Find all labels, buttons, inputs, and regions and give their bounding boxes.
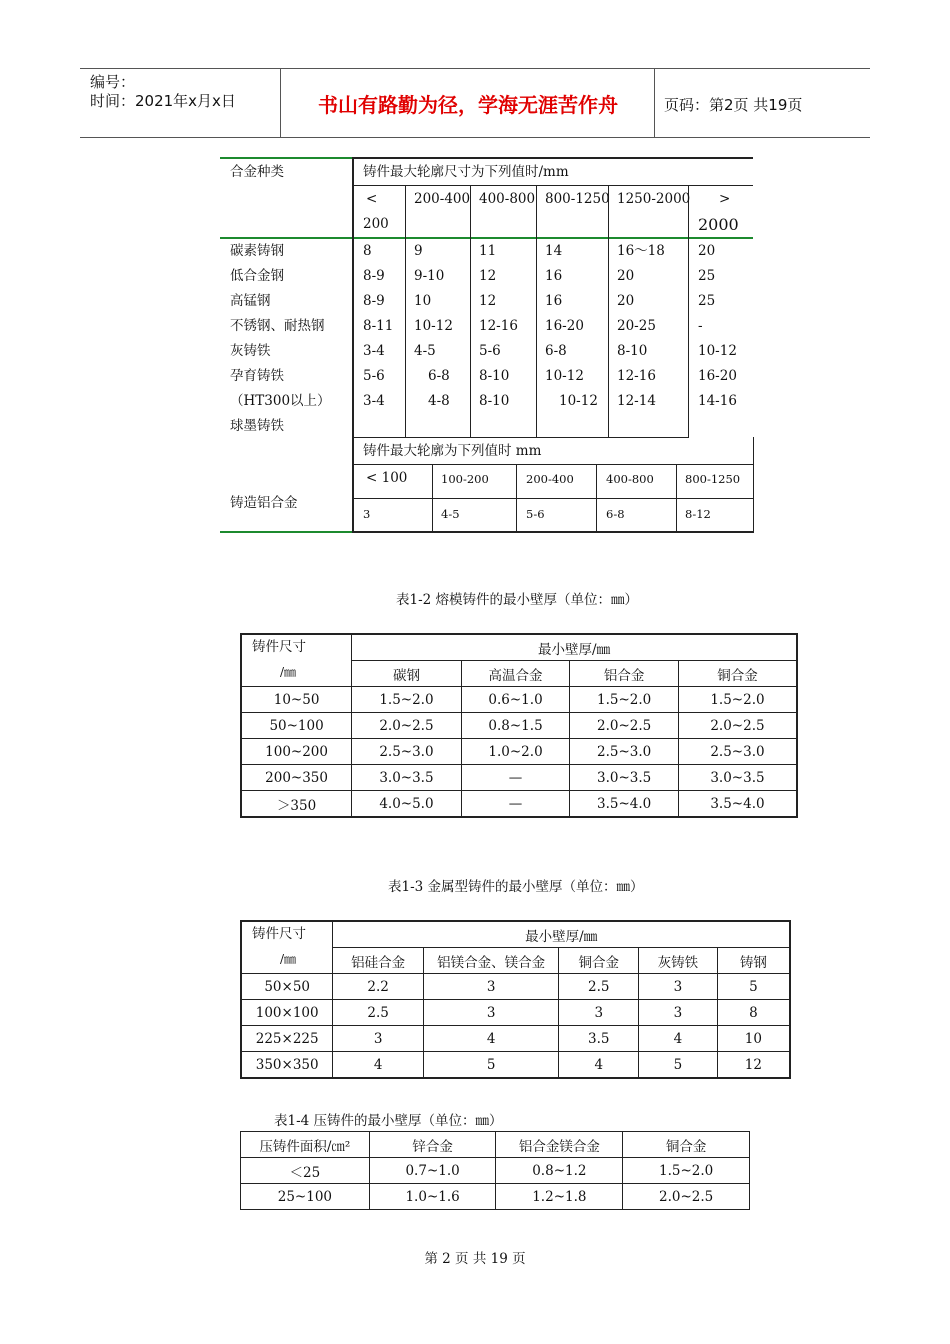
table-caption: 表1-4 压铸件的最小壁厚（单位：㎜）: [274, 1113, 503, 1129]
table-cell: 10: [414, 293, 432, 309]
table-row: [241, 687, 797, 713]
rule: [536, 185, 537, 438]
size-unit: /㎜: [280, 665, 297, 679]
table-cell: 4: [423, 1026, 558, 1052]
column-header: 高温合金: [461, 661, 570, 687]
table-cell: 5-6: [479, 343, 501, 359]
table-cell: 25: [698, 293, 716, 309]
al-range-header: 800-1250: [685, 472, 741, 486]
table-cell: 2.5: [559, 974, 639, 1000]
table-cell: 2.5~3.0: [678, 739, 797, 765]
table-cell: 4-8: [428, 393, 450, 409]
table-cell: 3.0~3.5: [570, 765, 679, 791]
page-header: [80, 68, 870, 138]
table-cell: 8-10: [617, 343, 648, 359]
column-header: 碳钢: [352, 661, 462, 687]
table-cell: 4: [639, 1026, 718, 1052]
table-cell: 11: [479, 243, 497, 259]
table-cell: 350×350: [241, 1052, 333, 1079]
table-cell: 20: [617, 293, 635, 309]
table-cell: 4: [559, 1052, 639, 1079]
table-cell: 1.5~2.0: [623, 1158, 750, 1184]
span-header: 最小壁厚/㎜: [333, 921, 790, 948]
table-cell: 225×225: [241, 1026, 333, 1052]
table-cell: 25~100: [241, 1184, 370, 1210]
rule: [676, 464, 677, 533]
size-span-header: 铸件最大轮廓尺寸为下列值时/mm: [363, 164, 569, 180]
table-cell: 10-12: [559, 393, 598, 409]
size-header-cell: [241, 634, 352, 687]
span-header: 最小壁厚/㎜: [352, 634, 797, 661]
table-cell: 1.5~2.0: [678, 687, 797, 713]
table-cell: 14: [545, 243, 563, 259]
table-cell: 200~350: [241, 765, 352, 791]
table-cell: 1.0~2.0: [461, 739, 570, 765]
table-cell: 3-4: [363, 393, 385, 409]
rule: [753, 437, 754, 533]
table-cell: 3: [639, 974, 718, 1000]
table-cell: 10-12: [698, 343, 737, 359]
table-cell: 14-16: [698, 393, 737, 409]
table-cell: 6-8: [606, 507, 625, 521]
table-cell: 8-10: [479, 393, 510, 409]
table-cell: 20: [698, 243, 716, 259]
column-header: 铝合金: [570, 661, 679, 687]
column-header: 铝硅合金: [333, 948, 424, 974]
table-row: [241, 1000, 790, 1026]
page-footer: 第 2 页 共 19 页: [424, 1251, 526, 1267]
alloy-name: 灰铸铁: [230, 343, 271, 359]
alloy-name: 碳素铸钢: [230, 243, 284, 259]
table-cell: 1.5~2.0: [352, 687, 462, 713]
table-cell: 12-16: [479, 318, 518, 334]
table-cell: 5: [423, 1052, 558, 1079]
alloy-name: 球墨铸铁: [230, 418, 284, 434]
metal-mold-casting-table: [240, 920, 791, 1079]
table-cell: 9-10: [414, 268, 445, 284]
table-cell: 3: [423, 974, 558, 1000]
column-header: 铝合金镁合金: [496, 1132, 623, 1158]
table-cell: 10-12: [545, 368, 584, 384]
column-header: 铜合金: [559, 948, 639, 974]
table-row: [241, 765, 797, 791]
table-cell: 10: [717, 1026, 790, 1052]
range-header: 400-800: [479, 191, 536, 207]
table-cell: 16-20: [545, 318, 584, 334]
column-header: 铜合金: [678, 661, 797, 687]
table-cell: 2.0~2.5: [623, 1184, 750, 1210]
table-cell: 50~100: [241, 713, 352, 739]
table-cell: 0.8~1.2: [496, 1158, 623, 1184]
range-header: >: [719, 191, 731, 207]
alloy-name: 不锈钢、耐热钢: [230, 318, 325, 334]
table-caption: 表1-3 金属型铸件的最小壁厚（单位：㎜）: [388, 879, 644, 895]
table-cell: 12-14: [617, 393, 656, 409]
alloy-name: 孕育铸铁: [230, 368, 284, 384]
alloy-name: （HT300以上）: [230, 393, 331, 409]
table-cell: 3.5~4.0: [570, 791, 679, 818]
table-cell: 2.5~3.0: [570, 739, 679, 765]
table-cell: 12: [479, 293, 497, 309]
rule: [432, 464, 433, 533]
table-cell: 3: [333, 1026, 424, 1052]
table-cell: 16～18: [617, 243, 665, 259]
table-cell: 16: [545, 268, 563, 284]
table-cell: 2.5~3.0: [352, 739, 462, 765]
table-cell: 0.7~1.0: [369, 1158, 496, 1184]
table-cell: 8-11: [363, 318, 394, 334]
range-header: 2000: [698, 215, 739, 234]
al-range-header: < 100: [366, 470, 408, 486]
rule: [220, 157, 353, 159]
table-cell: 3: [639, 1000, 718, 1026]
table-cell: 8: [717, 1000, 790, 1026]
table-cell: 5: [639, 1052, 718, 1079]
table-caption: 表1-2 熔模铸件的最小壁厚（单位：㎜）: [396, 592, 639, 608]
rule: [608, 185, 609, 438]
column-header: 压铸件面积/㎝²: [241, 1132, 370, 1158]
table-cell: 3.5~4.0: [678, 791, 797, 818]
size-unit: /㎜: [280, 952, 297, 966]
table-cell: 100~200: [241, 739, 352, 765]
table-cell: 12: [717, 1052, 790, 1079]
rule: [353, 437, 689, 438]
table-cell: 3: [423, 1000, 558, 1026]
table-cell: 2.0~2.5: [678, 713, 797, 739]
alloy-type-header: 合金种类: [230, 164, 284, 180]
rule: [688, 185, 689, 438]
rule: [354, 531, 754, 533]
table-row: [241, 791, 797, 818]
table-cell: 20: [617, 268, 635, 284]
table-cell: 6-8: [545, 343, 567, 359]
rule: [596, 464, 597, 533]
table-cell: —: [461, 765, 570, 791]
rule: [405, 185, 406, 438]
table-cell: 4-5: [414, 343, 436, 359]
document-time: 时间：2021年x月x日: [90, 92, 236, 110]
table-cell: 10~50: [241, 687, 352, 713]
table-cell: 0.6~1.0: [461, 687, 570, 713]
table-cell: 8-9: [363, 268, 385, 284]
table-cell: 1.2~1.8: [496, 1184, 623, 1210]
table-cell: —: [461, 791, 570, 818]
die-casting-table: [240, 1131, 750, 1210]
header-divider: [280, 69, 281, 137]
table-cell: 16: [545, 293, 563, 309]
range-header: 200: [363, 216, 389, 232]
table-cell: 50×50: [241, 974, 333, 1000]
size-header: 铸件尺寸: [252, 926, 306, 942]
table-cell: 3.0~3.5: [678, 765, 797, 791]
table-row: [241, 974, 790, 1000]
size-header-cell: [241, 921, 333, 974]
table-cell: 2.2: [333, 974, 424, 1000]
table-cell: ＞350: [241, 791, 352, 818]
table-cell: 2.0~2.5: [570, 713, 679, 739]
table-cell: 5: [717, 974, 790, 1000]
column-header: 铝镁合金、镁合金: [423, 948, 558, 974]
rule: [353, 185, 753, 186]
table-cell: 9: [414, 243, 423, 259]
table-cell: 8-12: [685, 507, 711, 521]
table-cell: -: [698, 318, 703, 334]
table-row: [241, 1052, 790, 1079]
table-cell: 3.0~3.5: [352, 765, 462, 791]
rule: [516, 464, 517, 533]
size-header: 铸件尺寸: [252, 639, 306, 655]
rule: [353, 464, 754, 465]
column-header: 铸钢: [717, 948, 790, 974]
rule: [353, 498, 754, 499]
column-header: 灰铸铁: [639, 948, 718, 974]
table-cell: 3: [363, 507, 371, 521]
rule: [220, 531, 354, 533]
table-cell: 12-16: [617, 368, 656, 384]
table-cell: 4-5: [441, 507, 460, 521]
column-header: 锌合金: [369, 1132, 496, 1158]
range-header: 1250-2000: [617, 191, 691, 207]
document-number: 编号：: [90, 73, 136, 91]
table-cell: 16-20: [698, 368, 737, 384]
table-cell: 4: [333, 1052, 424, 1079]
table-cell: 8: [363, 243, 372, 259]
table-cell: 2.5: [333, 1000, 424, 1026]
table-row: [241, 739, 797, 765]
table-cell: 6-8: [428, 368, 450, 384]
table-cell: 25: [698, 268, 716, 284]
alloy-name: 低合金钢: [230, 268, 284, 284]
table-cell: 3.5: [559, 1026, 639, 1052]
investment-casting-table: [240, 633, 798, 818]
alloy-name: 高锰钢: [230, 293, 271, 309]
column-header: 铜合金: [623, 1132, 750, 1158]
table-cell: 5-6: [526, 507, 545, 521]
header-meta: [90, 73, 236, 111]
table-cell: 100×100: [241, 1000, 333, 1026]
table-row: [241, 1158, 750, 1184]
table-cell: 0.8~1.5: [461, 713, 570, 739]
table-row: [241, 713, 797, 739]
table-cell: 2.0~2.5: [352, 713, 462, 739]
al-range-header: 400-800: [606, 472, 654, 486]
header-divider: [654, 69, 655, 137]
table-cell: 10-12: [414, 318, 453, 334]
table-cell: 3-4: [363, 343, 385, 359]
alloy-name: 铸造铝合金: [230, 495, 298, 511]
header-page-number: 页码：第2页 共19页: [664, 96, 803, 114]
table-row: [241, 1184, 750, 1210]
al-range-header: 100-200: [441, 472, 489, 486]
table-cell: 8-10: [479, 368, 510, 384]
al-span-header: 铸件最大轮廓为下列值时 mm: [363, 443, 542, 459]
table-cell: 4.0~5.0: [352, 791, 462, 818]
rule: [353, 157, 753, 159]
rule: [470, 185, 471, 438]
table-cell: 3: [559, 1000, 639, 1026]
range-header: <: [366, 191, 378, 207]
table-cell: 1.0~1.6: [369, 1184, 496, 1210]
range-header: 800-1250: [545, 191, 610, 207]
table-cell: ＜25: [241, 1158, 370, 1184]
rule: [352, 157, 354, 533]
range-header: 200-400: [414, 191, 471, 207]
table-cell: 12: [479, 268, 497, 284]
table-cell: 20-25: [617, 318, 656, 334]
table-cell: 1.5~2.0: [570, 687, 679, 713]
table-cell: 8-9: [363, 293, 385, 309]
al-range-header: 200-400: [526, 472, 574, 486]
header-motto: 书山有路勤为径，学海无涯苦作舟: [318, 92, 618, 117]
table-row: [241, 1026, 790, 1052]
table-cell: 5-6: [363, 368, 385, 384]
